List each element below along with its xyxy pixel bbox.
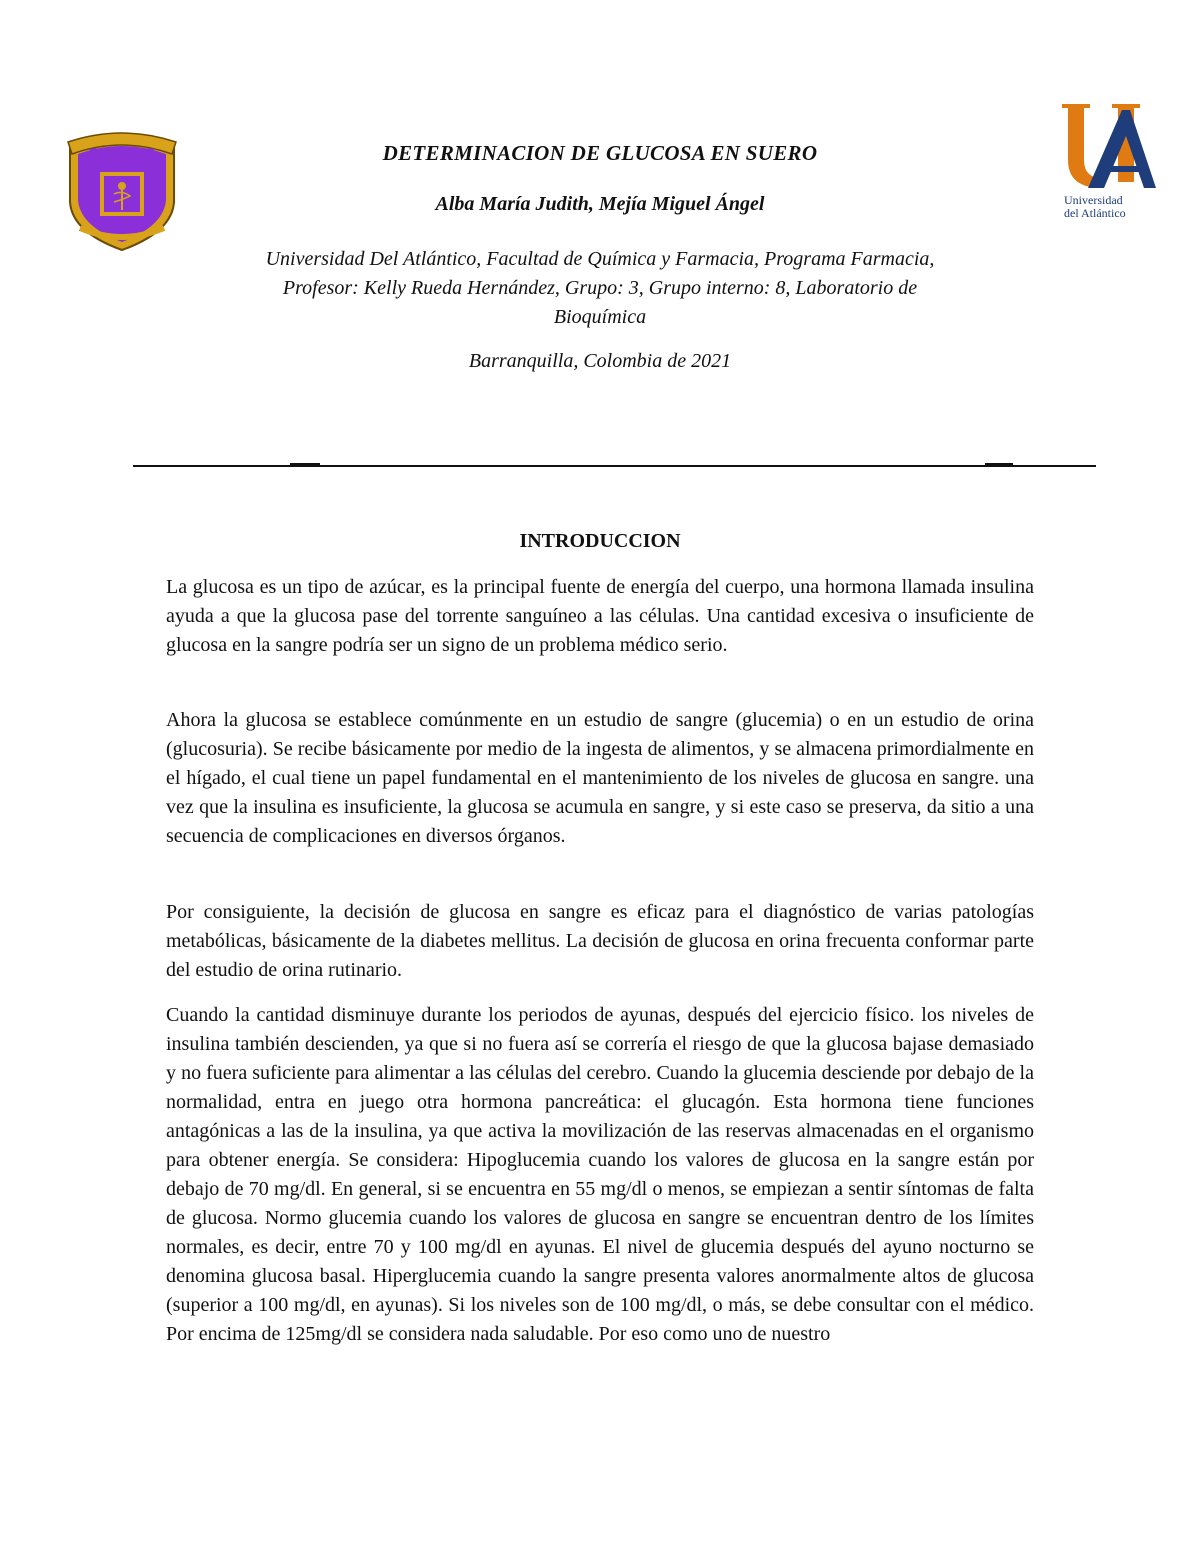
horizontal-divider (133, 465, 1096, 467)
section-heading: INTRODUCCION (519, 530, 681, 552)
document-title: DETERMINACION DE GLUCOSA EN SUERO (382, 141, 818, 165)
divider-tick (290, 463, 320, 466)
university-logo (1060, 100, 1160, 230)
affiliation-line: Bioquímica (553, 306, 647, 328)
authors: Alba María Judith, Mejía Miguel Ángel (435, 193, 765, 215)
university-logo-text-line1: Universidad (1064, 193, 1123, 207)
affiliation-line: Profesor: Kelly Rueda Hernández, Grupo: 3, Grupo interno: 8, Laboratorio de (282, 277, 918, 299)
faculty-shield-logo (60, 128, 184, 252)
paragraph: La glucosa es un tipo de azúcar, es la principal fuente de energía del cuerpo, una hormona llamada insulina ayuda a que la glucosa pase del torrente sanguíneo a las células. Una cantidad excesiva o insuficiente de glucosa en la sangre podría ser un signo de un problema médico serio. (166, 576, 1034, 656)
paragraph: Ahora la glucosa se establece comúnmente en un estudio de sangre (glucemia) o en un estudio de orina (glucosuria). Se recibe básicamente por medio de la ingesta de alimentos, y se almacena primordialmente en el hígado, el cual tiene un papel fundamental en el mantenimiento de los niveles de glucosa en sangre. una vez que la insulina es insuficiente, la glucosa se acumula en sangre, y si este caso se preserva, da sitio a una secuencia de complicaciones en diversos órganos. (166, 709, 1034, 847)
affiliation (200, 245, 1000, 332)
paragraph: Cuando la cantidad disminuye durante los periodos de ayunas, después del ejercicio físico. los niveles de insulina también descienden, ya que si no fuera así se correría el riesgo de que la glucosa bajase demasiado y no fuera suficiente para alimentar a las células del cerebro. Cuando la glucemia desciende por debajo de la normalidad, entra en juego otra hormona pancreática: el glucagón. Esta hormona tiene funciones antagónicas a las de la insulina, ya que activa la movilización de las reservas almacenadas en el organismo para obtener energía. Se considera: Hipoglucemia cuando los valores de glucosa en la sangre están por debajo de 70 mg/dl. En general, si se encuentra en 55 mg/dl o menos, se empiezan a sentir síntomas de falta de glucosa. Normo glucemia cuando los valores de glucosa en sangre se encuentran dentro de los límites normales, es decir, entre 70 y 100 mg/dl en ayunas. El nivel de glucemia después del ayuno nocturno se denomina glucosa basal. Hiperglucemia cuando la sangre presenta valores anormalmente altos de glucosa (superior a 100 mg/dl, en ayunas). Si los niveles son de 100 mg/dl, o más, se debe consultar con el médico. Por encima de 125mg/dl se considera nada saludable. Por eso como uno de nuestro (166, 1004, 1034, 1345)
paragraph: Por consiguiente, la decisión de glucosa en sangre es eficaz para el diagnóstico de varias patologías metabólicas, básicamente de la diabetes mellitus. La decisión de glucosa en orina frecuenta conformar parte del estudio de orina rutinario. (166, 901, 1034, 981)
divider-tick (985, 463, 1013, 466)
affiliation-line: Universidad Del Atlántico, Facultad de Química y Farmacia, Programa Farmacia, (265, 248, 935, 270)
city-date: Barranquilla, Colombia de 2021 (468, 350, 732, 372)
university-logo-text-line2: del Atlántico (1064, 206, 1126, 220)
